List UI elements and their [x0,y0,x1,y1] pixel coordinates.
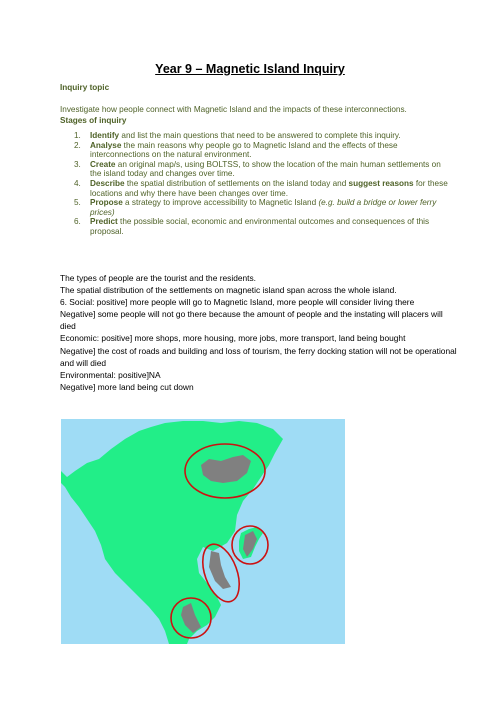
stage-number: 5. [74,198,81,208]
answer-line: 6. Social: positive] more people will go to Magnetic Island, more people will consider living there [60,297,415,308]
inquiry-topic-text: Investigate how people connect with Magnetic Island and the impacts of these interconnections. [60,105,407,114]
answer-line: Negative] more land being cut down [60,381,194,392]
stage-item: 5. Propose a strategy to improve accessibility to Magnetic Island (e.g. build a bridge or lower ferry prices) [74,198,437,217]
stage-verb: Predict [90,217,118,227]
answer-line: Negative] the cost of roads and building and loss of tourism, the ferry docking station will not be operational and will died [60,345,457,368]
stage-item: 6. Predict the possible social, economic and environmental outcomes and consequences of this proposal. [74,217,430,236]
answer-line: Economic: positive] more shops, more housing, more jobs, more transport, land being bought [60,333,406,344]
stage-verb: Describe [90,178,125,188]
stage-number: 3. [74,159,81,169]
answer-line: Negative] some people will not go there because the amount of people and the instating will placers will died [60,309,443,332]
stage-number: 4. [74,178,81,188]
stage-number: 1. [74,131,81,140]
stage-number: 2. [74,140,81,150]
stages-list [60,131,450,237]
answer-line: Environmental: positive]NA [60,369,161,380]
island-map [61,419,345,644]
stage-item: 1. Identify and list the main questions that need to be answered to complete this inquiry. [74,131,401,140]
stage-verb: Analyse [90,140,122,150]
stage-verb: Propose [90,198,123,208]
stage-item: 3. Create an original map/s, using BOLTSS, to show the location of the main human settlements on the island today and changes over time. [74,159,441,179]
stage-example: (e.g. build a bridge or lower ferry prices) [90,198,437,217]
stage-item: 2. Analyse the main reasons why people go to Magnetic Island and the effects of these interconnections on the natural environment. [74,140,398,160]
stage-verb: Create [90,159,116,169]
stage-verb-2: suggest reasons [348,178,414,188]
answer-line: The types of people are the tourist and the residents. [60,273,257,283]
stages-heading: Stages of inquiry [60,116,127,125]
inquiry-topic-heading: Inquiry topic [60,83,110,92]
page-title: Year 9 – Magnetic Island Inquiry [155,62,345,76]
answer-line: The spatial distribution of the settlements on magnetic island span across the whole island. [60,285,397,296]
answers-section [60,272,460,393]
stage-verb: Identify [90,131,120,140]
stage-item: 4. Describe the spatial distribution of settlements on the island today and suggest reasons for these locations and why there have been changes over time. [74,178,448,198]
stage-number: 6. [74,217,81,227]
